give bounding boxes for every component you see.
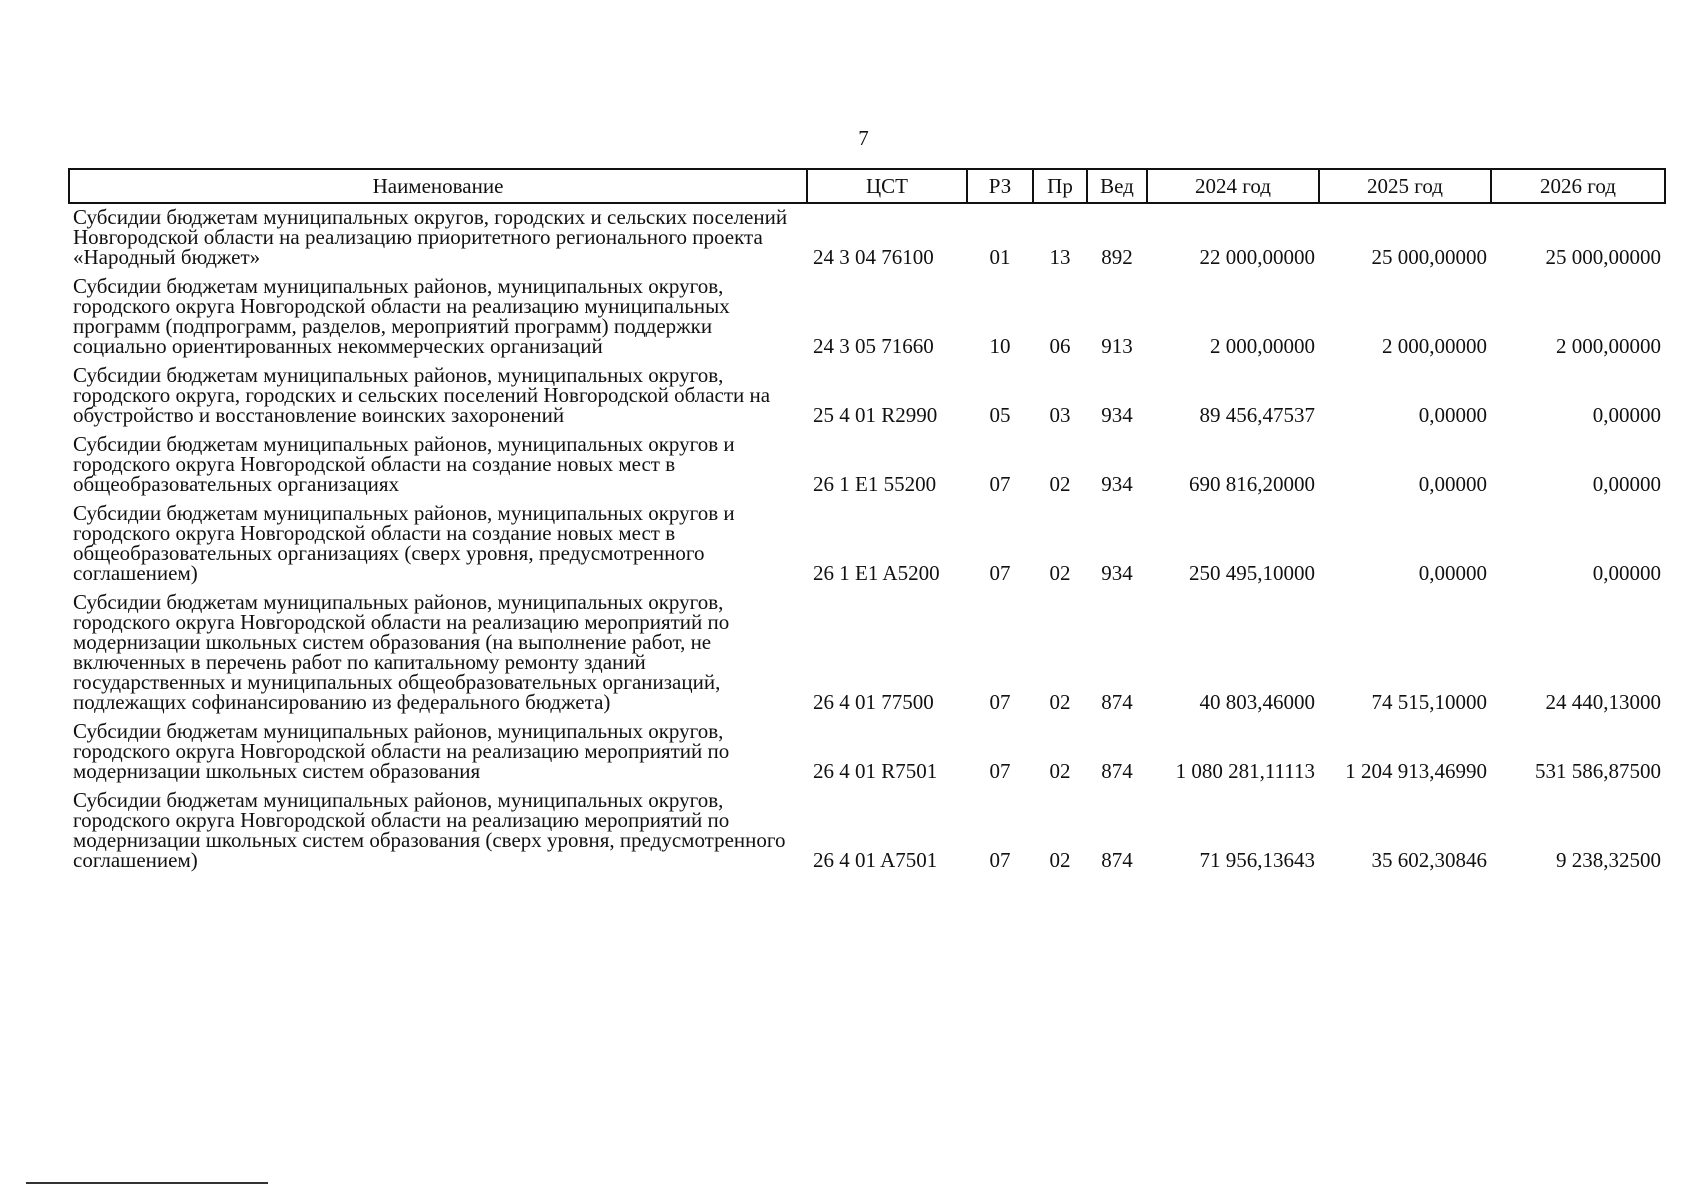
row-2026: 24 440,13000 <box>1545 690 1661 714</box>
table-row <box>69 718 1665 787</box>
row-pr: 06 <box>1049 334 1071 358</box>
row-2025: 25 000,00000 <box>1371 245 1487 269</box>
row-ved: 934 <box>1101 561 1133 585</box>
row-2026: 0,00000 <box>1592 403 1661 427</box>
row-2025: 1 204 913,46990 <box>1345 759 1487 783</box>
header-rz: РЗ <box>967 169 1033 203</box>
row-2024: 71 956,13643 <box>1199 848 1315 872</box>
row-2026: 0,00000 <box>1592 561 1661 585</box>
row-pr: 02 <box>1049 759 1071 783</box>
row-name: Субсидии бюджетам муниципальных округов, городских и сельских поселений Новгородской области на реализацию приоритетного регионального проекта «Народный бюджет» <box>73 205 788 269</box>
row-ved: 934 <box>1101 403 1133 427</box>
row-2025: 0,00000 <box>1418 472 1487 496</box>
row-name: Субсидии бюджетам муниципальных районов, муниципальных округов, городского округа Новгородской области на реализацию мероприятий по модернизации школьных систем образования (сверх уровня, предусмотренного соглашением) <box>73 788 786 872</box>
row-name: Субсидии бюджетам муниципальных районов, муниципальных округов, городского округа, городских и сельских поселений Новгородской области на обустройство и восстановление воинских захоронений <box>73 363 771 427</box>
row-ved: 934 <box>1101 472 1133 496</box>
header-2024: 2024 год <box>1147 169 1319 203</box>
row-ved: 874 <box>1101 848 1133 872</box>
row-cst: 26 1 E1 A5200 <box>813 561 940 585</box>
header-pr: Пр <box>1033 169 1087 203</box>
row-rz: 01 <box>989 245 1011 269</box>
row-cst: 26 4 01 A7501 <box>813 848 938 872</box>
row-pr: 13 <box>1049 245 1071 269</box>
row-2024: 690 816,20000 <box>1189 472 1315 496</box>
row-2024: 22 000,00000 <box>1199 245 1315 269</box>
row-name: Субсидии бюджетам муниципальных районов, муниципальных округов, городского округа Новгородской области на реализацию мероприятий по модернизации школьных систем образования <box>73 719 730 783</box>
table-body <box>69 203 1665 876</box>
row-rz: 10 <box>989 334 1011 358</box>
row-2026: 25 000,00000 <box>1545 245 1661 269</box>
row-2025: 0,00000 <box>1418 403 1487 427</box>
header-ved: Вед <box>1087 169 1147 203</box>
row-ved: 892 <box>1101 245 1133 269</box>
table-row <box>69 362 1665 431</box>
header-cst: ЦСТ <box>807 169 967 203</box>
row-cst: 24 3 04 76100 <box>813 245 934 269</box>
row-rz: 05 <box>989 403 1011 427</box>
row-rz: 07 <box>989 561 1011 585</box>
row-ved: 874 <box>1101 759 1133 783</box>
row-pr: 03 <box>1049 403 1071 427</box>
row-ved: 874 <box>1101 690 1133 714</box>
row-2025: 35 602,30846 <box>1371 848 1487 872</box>
row-2025: 2 000,00000 <box>1382 334 1487 358</box>
row-cst: 24 3 05 71660 <box>813 334 934 358</box>
row-rz: 07 <box>989 690 1011 714</box>
table-row <box>69 431 1665 500</box>
header-2025: 2025 год <box>1319 169 1491 203</box>
row-2026: 2 000,00000 <box>1556 334 1661 358</box>
row-cst: 26 4 01 R7501 <box>813 759 938 783</box>
row-name: Субсидии бюджетам муниципальных районов, муниципальных округов, городского округа Новгородской области на реализацию муниципальных программ (подпрограмм, разделов, мероприятий программ) поддержки социально ориентированных некоммерческих организаций <box>73 274 730 358</box>
table-header <box>69 169 1665 203</box>
row-2024: 2 000,00000 <box>1210 334 1315 358</box>
row-2026: 9 238,32500 <box>1556 848 1661 872</box>
table-row <box>69 787 1665 876</box>
row-pr: 02 <box>1049 848 1071 872</box>
table-row <box>69 273 1665 362</box>
page-number: 7 <box>858 126 869 150</box>
row-2024: 89 456,47537 <box>1199 403 1315 427</box>
row-2026: 0,00000 <box>1592 472 1661 496</box>
table-row <box>69 500 1665 589</box>
row-2025: 74 515,10000 <box>1371 690 1487 714</box>
budget-table <box>68 168 1666 876</box>
row-rz: 07 <box>989 472 1011 496</box>
row-pr: 02 <box>1049 472 1071 496</box>
row-2024: 250 495,10000 <box>1189 561 1315 585</box>
row-pr: 02 <box>1049 561 1071 585</box>
row-ved: 913 <box>1101 334 1133 358</box>
table-row <box>69 589 1665 718</box>
table-row <box>69 203 1665 273</box>
row-cst: 26 4 01 77500 <box>813 690 934 714</box>
header-row <box>69 169 1665 203</box>
footnote-divider <box>26 1182 268 1184</box>
row-rz: 07 <box>989 848 1011 872</box>
row-2025: 0,00000 <box>1418 561 1487 585</box>
row-name: Субсидии бюджетам муниципальных районов, муниципальных округов и городского округа Новгородской области на создание новых мест в общеобразовательных организациях (сверх уровня, предусмотренного соглашением) <box>73 501 735 585</box>
row-2024: 40 803,46000 <box>1199 690 1315 714</box>
row-name: Субсидии бюджетам муниципальных районов, муниципальных округов и городского округа Новгородской области на создание новых мест в общеобразовательных организациях <box>73 432 735 496</box>
row-cst: 25 4 01 R2990 <box>813 403 938 427</box>
row-cst: 26 1 E1 55200 <box>813 472 937 496</box>
header-2026: 2026 год <box>1491 169 1665 203</box>
row-2024: 1 080 281,11113 <box>1175 759 1315 783</box>
row-2026: 531 586,87500 <box>1535 759 1661 783</box>
row-name: Субсидии бюджетам муниципальных районов, муниципальных округов, городского округа Новгородской области на реализацию мероприятий по модернизации школьных систем образования (на выполнение работ, не включенных в перечень работ по капитальному ремонту зданий государственных и муниципальных общеобразовательных организаций, подлежащих софинансированию из федерального бюджета) <box>73 590 730 714</box>
row-rz: 07 <box>989 759 1011 783</box>
header-name: Наименование <box>69 169 807 203</box>
row-pr: 02 <box>1049 690 1071 714</box>
